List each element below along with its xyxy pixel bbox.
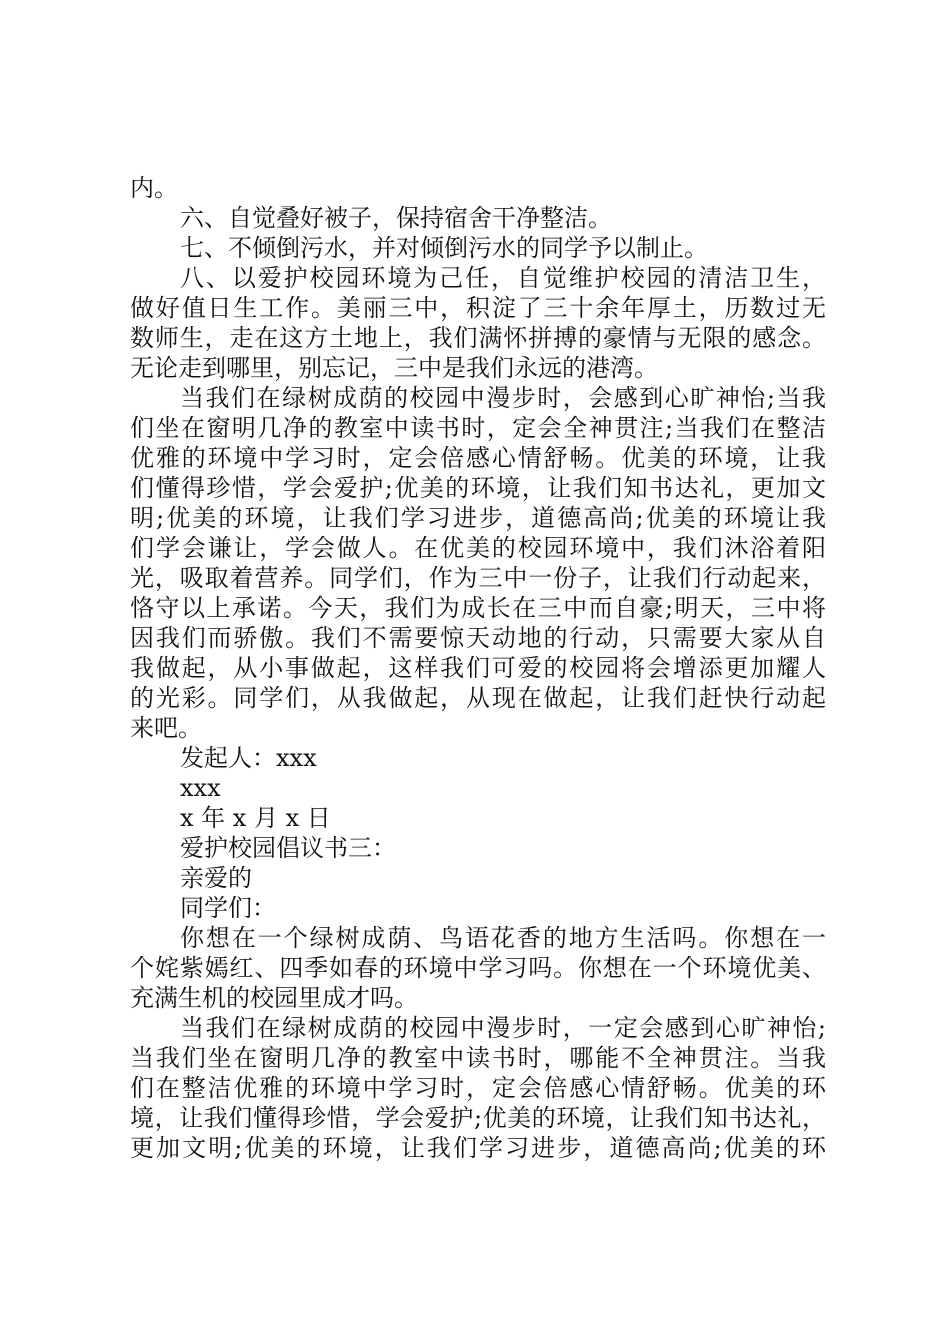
text-line: 当我们坐在窗明几净的教室中读书时，哪能不全神贯注。当我 xyxy=(130,1044,826,1072)
text-line: 七、不倾倒污水，并对倾倒污水的同学予以制止。 xyxy=(180,234,708,262)
text-line: 同学们： xyxy=(180,894,276,922)
text-line: 们学会谦让，学会做人。在优美的校园环境中，我们沐浴着阳 xyxy=(130,534,826,562)
text-line: 充满生机的校园里成才吗。 xyxy=(130,984,418,1012)
text-line: 爱护校园倡议书三： xyxy=(180,834,396,862)
text-line: 光，吸取着营养。同学们，作为三中一份子，让我们行动起来， xyxy=(130,564,826,592)
text-line: 来吧。 xyxy=(130,714,202,742)
text-line: 无论走到哪里，别忘记，三中是我们永远的港湾。 xyxy=(130,354,658,382)
text-line: 当我们在绿树成荫的校园中漫步时，一定会感到心旷神怡; xyxy=(180,1014,826,1042)
text-line: 优雅的环境中学习时，定会倍感心情舒畅。优美的环境，让我 xyxy=(130,444,826,472)
text-line: 因我们而骄傲。我们不需要惊天动地的行动，只需要大家从自 xyxy=(130,624,826,652)
text-line: 们坐在窗明几净的教室中读书时，定会全神贯注;当我们在整洁 xyxy=(130,414,826,442)
text-line: 做好值日生工作。美丽三中，积淀了三十余年厚土，历数过无 xyxy=(130,294,826,322)
text-line: x 年 x 月 x 日 xyxy=(180,804,331,832)
text-line: 六、自觉叠好被子，保持宿舍干净整洁。 xyxy=(180,204,612,232)
text-line: 的光彩。同学们，从我做起，从现在做起，让我们赶快行动起 xyxy=(130,684,826,712)
text-line: 境，让我们懂得珍惜，学会爱护;优美的环境，让我们知书达礼， xyxy=(130,1104,826,1132)
text-line: 亲爱的 xyxy=(180,864,252,892)
text-line: 发起人：xxx xyxy=(180,744,317,772)
text-line: 更加文明;优美的环境，让我们学习进步，道德高尚;优美的环 xyxy=(130,1134,826,1162)
text-line: 你想在一个绿树成荫、鸟语花香的地方生活吗。你想在一 xyxy=(180,924,826,952)
text-line: 八、以爱护校园环境为己任，自觉维护校园的清洁卫生， xyxy=(180,264,826,292)
text-line: xxx xyxy=(180,774,221,802)
text-line: 当我们在绿树成荫的校园中漫步时，会感到心旷神怡;当我 xyxy=(180,384,826,412)
text-line: 个姹紫嫣红、四季如春的环境中学习吗。你想在一个环境优美、 xyxy=(130,954,826,982)
document-body xyxy=(130,173,826,1163)
text-line: 数师生，走在这方土地上，我们满怀拼搏的豪情与无限的感念。 xyxy=(130,324,826,352)
text-line: 我做起，从小事做起，这样我们可爱的校园将会增添更加耀人 xyxy=(130,654,826,682)
text-line: 恪守以上承诺。今天，我们为成长在三中而自豪;明天，三中将 xyxy=(130,594,826,622)
text-line: 内。 xyxy=(130,174,178,202)
text-line: 们在整洁优雅的环境中学习时，定会倍感心情舒畅。优美的环 xyxy=(130,1074,826,1102)
text-line: 们懂得珍惜，学会爱护;优美的环境，让我们知书达礼，更加文 xyxy=(130,474,826,502)
text-line: 明;优美的环境，让我们学习进步，道德高尚;优美的环境让我 xyxy=(130,504,826,532)
